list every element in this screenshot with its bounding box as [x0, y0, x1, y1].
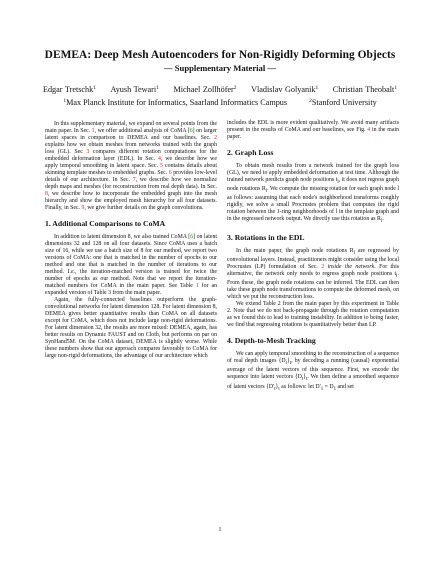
- section-link[interactable]: 1: [91, 128, 95, 135]
- paper-title: DEMEA: Deep Mesh Autoencoders for Non-Rigidly Deforming Objects: [44, 49, 396, 61]
- citation-link[interactable]: 6: [189, 128, 193, 135]
- table-link[interactable]: 1: [195, 283, 199, 290]
- author: Michael Zollhöfer$^2$: [173, 85, 237, 94]
- affiliation: $^2$Stanford University: [309, 98, 377, 107]
- author: Ayush Tewari$^1$: [110, 85, 159, 94]
- right-column: [227, 120, 399, 393]
- citation-link[interactable]: 6: [190, 234, 194, 241]
- author: Edgar Tretschk$^1$: [42, 85, 96, 94]
- section-link[interactable]: 5: [160, 163, 163, 170]
- affiliation: $^1$Max Planck Institute for Informatics, Saarland Informatics Campus: [63, 98, 288, 107]
- body-paragraph: We can apply temporal smoothing to the reconstruction of a sequence of real depth images $\{D_t\}_t$, by decoding a running (causal) exponential average of the latent vectors of this sequence. First, we encode the sequence into latent vectors $\{D_t\}_t$. We then define a smoothed sequence of latent vectors $\{D'_t\}_t$ as follows: let $D'_1 = D_1$ and set: [227, 351, 399, 392]
- body-paragraph: Again, the fully-connected baselines outperform the graph-convolutional networks for latent dimension 128. For latent dimension 8, DEMEA gives better quantitative results than CoMA on all datasets except for CoMA, which does not include large non-rigid deformations. For latent dimension 32, the results are more mixed: DEMEA, again, has better results on Dynamic FAUST and on Cloth, but performs on par on SynHand5M. On the CoMA dataset, DEMEA is slightly worse. While these numbers show that our approach compares favorably to CoMA for large non-rigid deformations, the advantage of our architecture which: [45, 297, 217, 360]
- section-link[interactable]: 2: [321, 263, 325, 270]
- author: Christian Theobalt$^1$: [332, 85, 398, 94]
- section-heading: 3. Rotations in the EDL: [227, 232, 305, 242]
- page-number: 1: [218, 527, 222, 533]
- left-column: [45, 121, 217, 360]
- body-paragraph: In addition to latent dimension 8, we also trained CoMA [6] on latent dimensions 32 and 128 on all four datasets. Since CoMA uses a batch size of 16, while we use a batch size of 8 for our method, we report two versions of CoMA: one that is matched in the number of epochs to our method and one that is matched in the number of iterations to our method. I.e., the iteration-matched version is trained for twice the number of epochs as our method. Note that we report the iteration-matched numbers for CoMA in the main paper. See Table 1 for an expanded version of Table 3 from the main paper.: [45, 234, 218, 297]
- author-list: [0, 85, 440, 94]
- body-paragraph: To obtain mesh results from a network trained for the graph loss (GL), we need to apply embedded deformation at test time. Although the trained network predicts graph node positions $t_l$, it does not regress graph node rotations $R_l$. We compute the missing rotation for each graph node l as follows: assuming that each node's neighborhood transforms roughly rigidly, we solve a small Procrustes problem that computes the rigid rotation between the 1-ring neighborhoods of l in the template graph and in the regressed network output. We directly use this rotation as $R_l$.: [227, 163, 399, 225]
- section-link[interactable]: 8: [45, 191, 48, 198]
- figure-link[interactable]: 4: [367, 127, 371, 134]
- section-link[interactable]: 4: [157, 156, 161, 163]
- body-paragraph: We extend Table 2 from the main paper by this experiment in Table 2. Note that we do not back-propagate through the rotation computation as we found this to lead to training instability. In addition to being faster, we find that regressing rotations is quantitatively better than LP.: [227, 301, 399, 329]
- section-link[interactable]: 6: [168, 170, 172, 177]
- section-link[interactable]: 3: [86, 149, 90, 156]
- section-link[interactable]: 7: [132, 177, 136, 184]
- intro-paragraph: In this supplementary material, we expand on several points from the main paper. In Sec. 1, we offer additional analysis of CoMA [6] on larger latent spaces in comparison to DEMEA and our baselines. Sec. 2 explains how we obtain meshes from networks trained with the graph loss (GL). Sec 3 compares different rotation computations for the embedded deformation layer (EDL). In Sec. 4, we describe how we apply temporal smoothing in latent space. Sec. 5 contains details about skinning template meshes to embedded graphs. Sec. 6 provides low-level details of our architecture. In Sec. 7, we describe how we normalize depth maps and meshes (for reconstruction from real depth data). In Sec. 8, we describe how to incorporate the embedded graph into the mesh hierarchy and show the employed mesh hierarchy for all four datasets. Finally, in Sec. 9, we give further details on the graph convolutions.: [45, 121, 217, 212]
- section-heading: 4. Depth-to-Mesh Tracking: [227, 336, 316, 346]
- section-link[interactable]: 2: [214, 135, 217, 142]
- body-paragraph: In the main paper, the graph node rotations $R_l$ are regressed by convolutional layers. Instead, practitioners might consider using the local Procrustes (LP) formulation of Sec. 2 inside the network. For this alternative, the network only needs to regress graph node positions $t_l$. From these, the graph node rotations can be inferred. The EDL can then take these graph node transformations to compute the deformed mesh, on which we put the reconstruction loss.: [227, 247, 399, 301]
- affiliation-list: [0, 98, 440, 107]
- paper-subtitle: — Supplementary Material —: [164, 63, 276, 73]
- section-link[interactable]: 9: [81, 205, 85, 212]
- author: Vladislav Golyanik$^1$: [251, 85, 319, 94]
- section-heading: 2. Graph Loss: [227, 148, 274, 158]
- body-paragraph: includes the EDL is more evident qualitatively. We avoid many artifacts present in the results of CoMA and our baselines, see Fig. 4 in the main paper.: [227, 120, 399, 141]
- section-heading: 1. Additional Comparisons to CoMA: [45, 219, 166, 229]
